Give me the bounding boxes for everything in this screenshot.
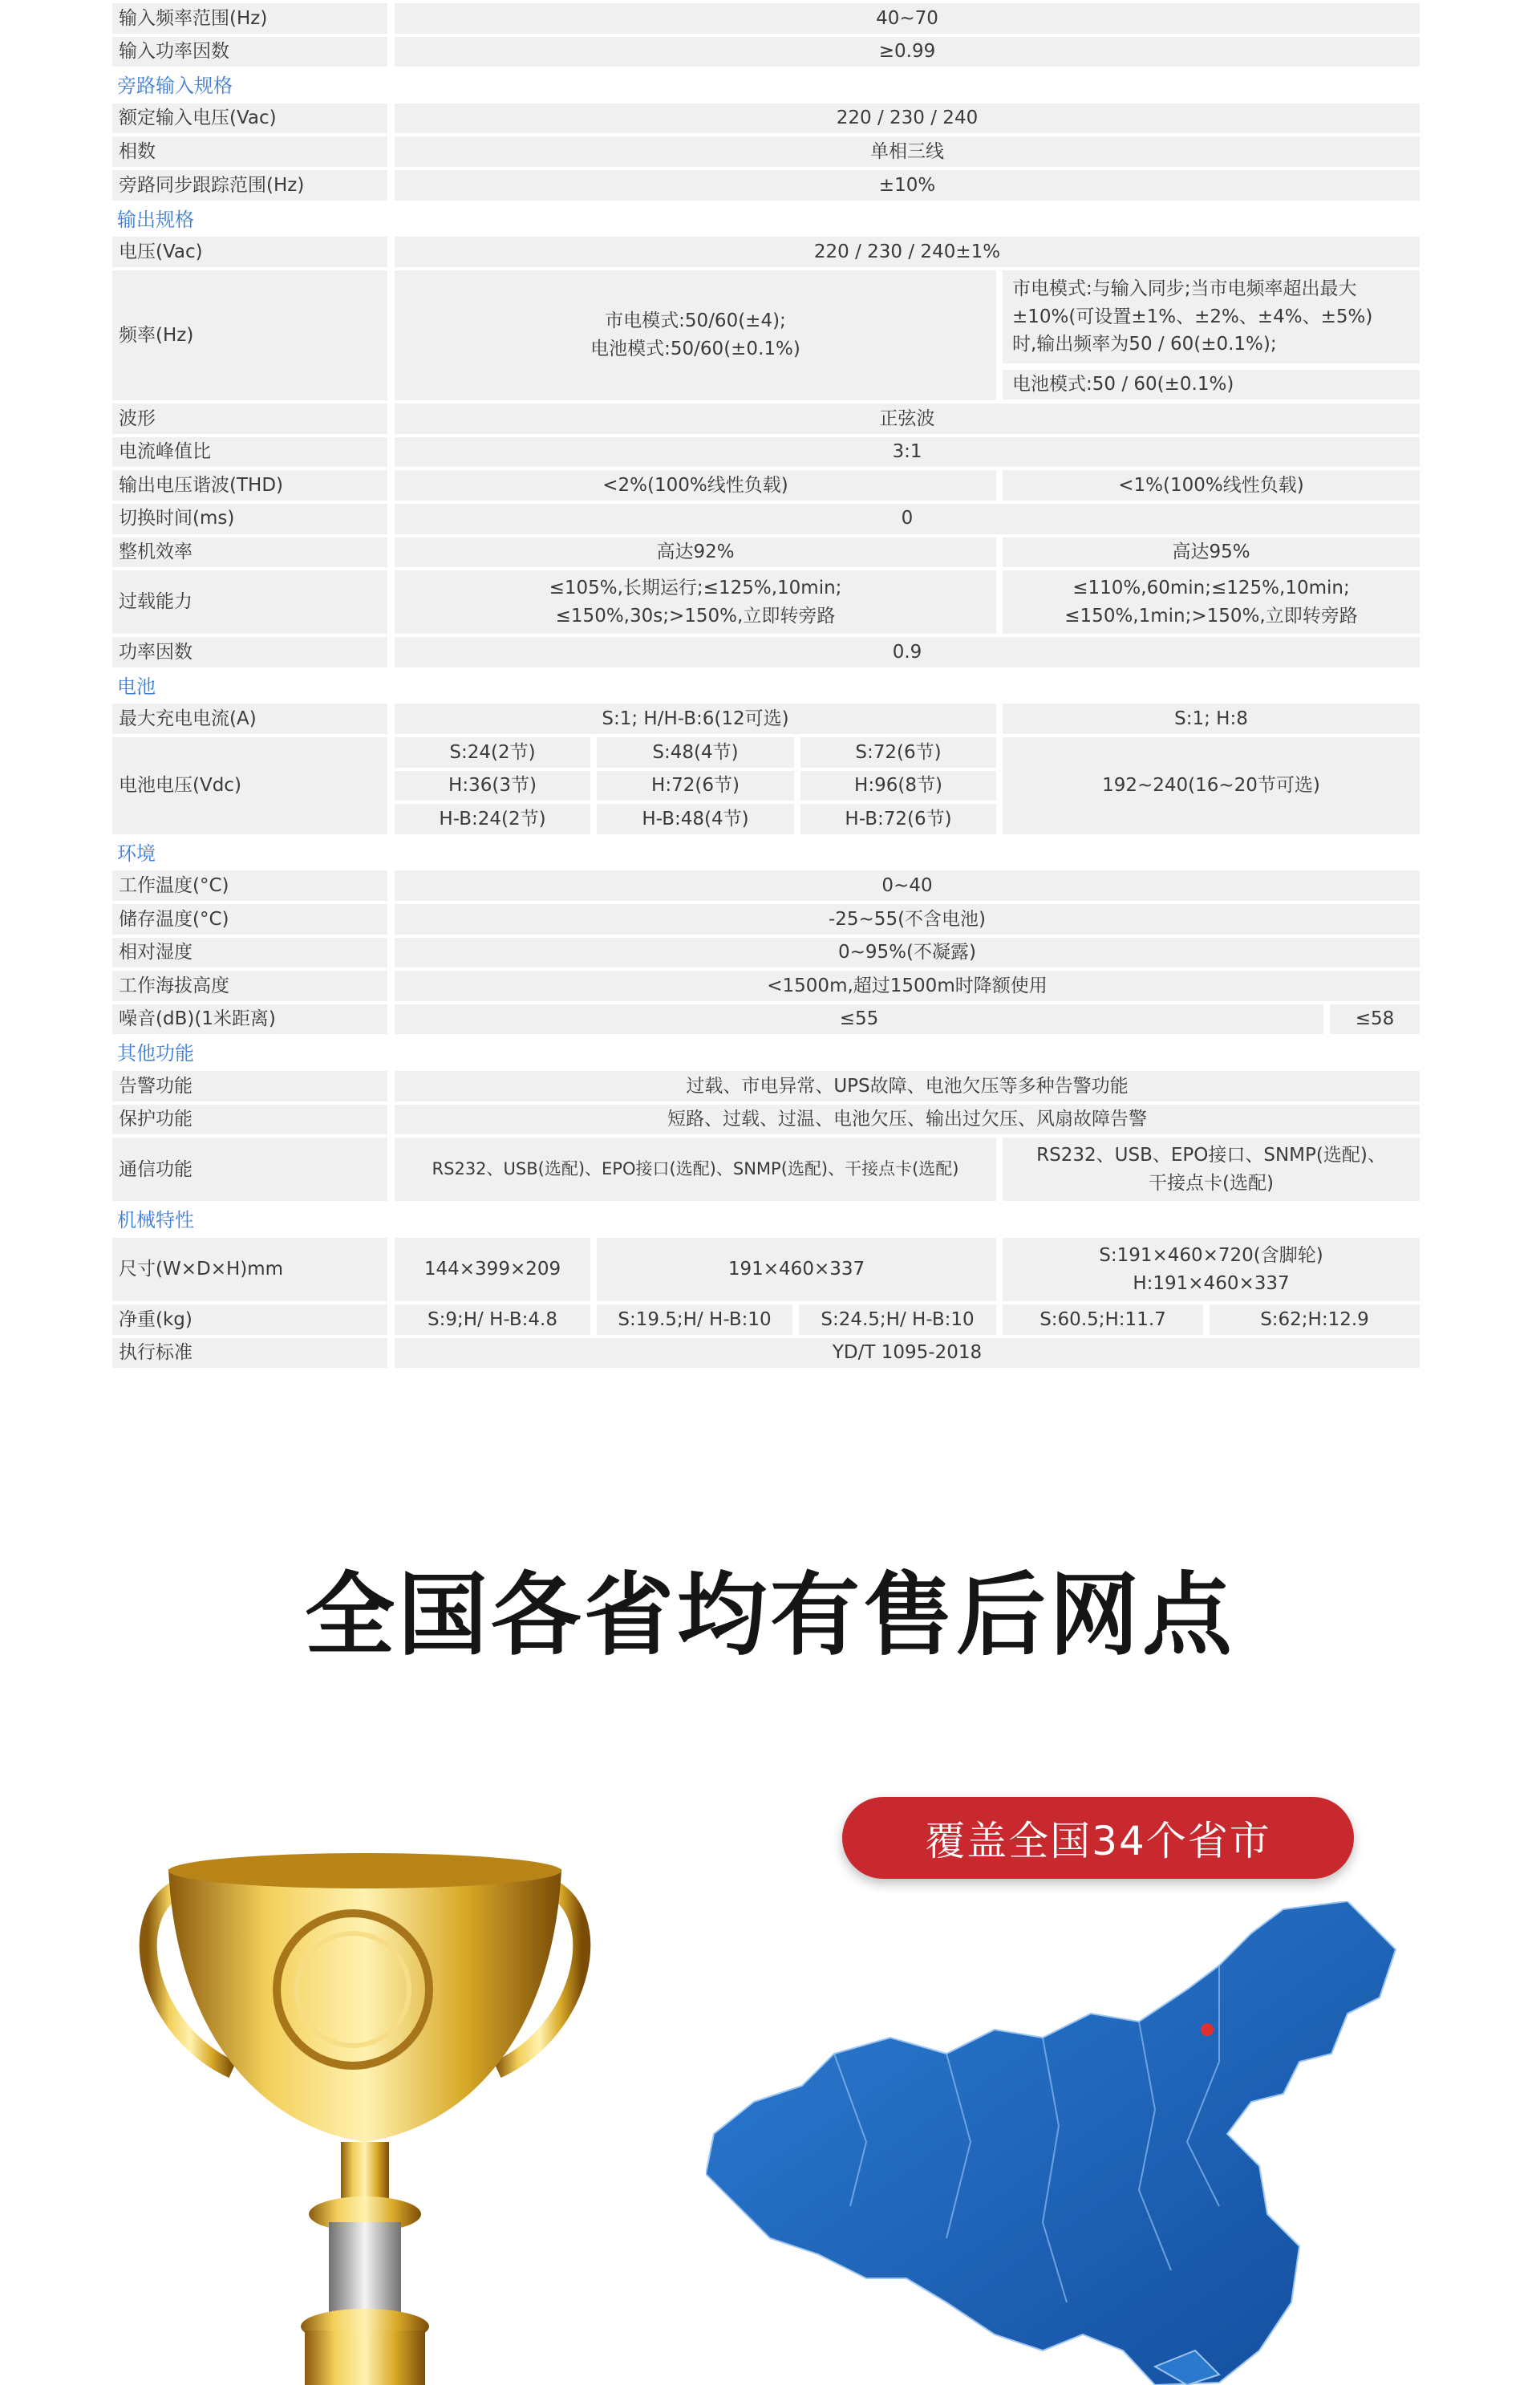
row-value <box>395 570 996 634</box>
table-row <box>112 570 1420 637</box>
grid-cell: H-B:48(4节) <box>597 804 794 834</box>
row-value <box>395 270 996 400</box>
table-row <box>112 270 1420 404</box>
table-row <box>112 136 1420 170</box>
section-title: 其他功能 <box>117 1042 194 1065</box>
value-line: ≤105%,长期运行;≤125%,10min; <box>549 578 842 599</box>
section-title: 输出规格 <box>117 208 194 231</box>
row-value: 短路、过载、过温、电池欠压、输出过欠压、风扇故障告警 <box>395 1105 1420 1135</box>
table-row <box>112 704 1420 737</box>
table-row <box>112 1338 1420 1372</box>
row-value: 220 / 230 / 240 <box>395 103 1420 134</box>
row-value: <1%(100%线性负载) <box>1003 470 1420 501</box>
value-cell <box>1003 270 1420 363</box>
spec-table <box>112 3 1420 1371</box>
grid-cell: H-B:72(6节) <box>800 804 996 834</box>
row-label: 告警功能 <box>112 1071 387 1101</box>
row-label: 电池电压(Vdc) <box>112 737 387 834</box>
row-label: 切换时间(ms) <box>112 504 387 534</box>
table-row <box>112 1304 1420 1338</box>
table-row <box>112 938 1420 971</box>
value-line: RS232、USB、EPO接口、SNMP(选配)、 <box>1036 1145 1386 1166</box>
value-line: 干接点卡(选配) <box>1149 1172 1274 1194</box>
row-label: 相对湿度 <box>112 938 387 968</box>
value-line: 电池模式:50/60(±0.1%) <box>590 338 800 359</box>
row-label: 尺寸(W×D×H)mm <box>112 1238 387 1301</box>
value-line: H:191×460×337 <box>1133 1272 1290 1294</box>
row-value <box>1003 1138 1420 1201</box>
row-value: 192~240(16~20节可选) <box>1003 737 1420 834</box>
row-label: 额定输入电压(Vac) <box>112 103 387 134</box>
row-value: S:60.5;H:11.7 <box>1003 1304 1203 1335</box>
value-line: ≤150%,1min;>150%,立即转旁路 <box>1064 605 1358 627</box>
row-value <box>1003 1238 1420 1301</box>
page-headline: 全国各省均有售后网点 <box>305 1564 1235 1668</box>
china-map <box>706 1901 1412 2385</box>
table-row <box>112 537 1420 571</box>
row-label: 电压(Vac) <box>112 237 387 267</box>
coverage-badge: 覆盖全国34个省市 <box>842 1797 1354 1879</box>
row-value: 0 <box>395 504 1420 534</box>
row-label: 净重(kg) <box>112 1304 387 1335</box>
row-value: ≤58 <box>1330 1004 1420 1035</box>
row-value: RS232、USB(选配)、EPO接口(选配)、SNMP(选配)、干接点卡(选配) <box>395 1138 996 1201</box>
row-label: 频率(Hz) <box>112 270 387 400</box>
table-row <box>112 1004 1420 1038</box>
row-label: 最大充电电流(A) <box>112 704 387 734</box>
grid-cell: S:24(2节) <box>395 737 590 768</box>
table-row <box>112 170 1420 204</box>
table-row <box>112 37 1420 71</box>
table-row <box>112 437 1420 471</box>
battery-voltage-grid <box>395 737 996 834</box>
grid-cell: H:36(3节) <box>395 771 590 801</box>
table-row <box>112 504 1420 537</box>
row-label: 通信功能 <box>112 1138 387 1201</box>
row-label: 相数 <box>112 136 387 167</box>
row-value: 正弦波 <box>395 404 1420 434</box>
table-row <box>112 737 1420 838</box>
row-value: S:62;H:12.9 <box>1210 1304 1420 1335</box>
value-cell: 电池模式:50 / 60(±0.1%) <box>1003 370 1420 400</box>
row-value-group <box>1003 270 1420 400</box>
row-label: 保护功能 <box>112 1105 387 1135</box>
row-value: <1500m,超过1500m时降额使用 <box>395 971 1420 1001</box>
row-label: 功率因数 <box>112 637 387 667</box>
section-title: 环境 <box>117 842 156 865</box>
value-line: S:191×460×720(含脚轮) <box>1099 1245 1323 1267</box>
table-row <box>112 1071 1420 1105</box>
row-value: S:1; H/H-B:6(12可选) <box>395 704 996 734</box>
row-value: S:24.5;H/ H-B:10 <box>799 1304 996 1335</box>
table-row <box>112 1238 1420 1304</box>
row-label: 输入频率范围(Hz) <box>112 3 387 34</box>
row-label: 波形 <box>112 404 387 434</box>
row-value <box>1003 570 1420 634</box>
row-label: 储存温度(°C) <box>112 904 387 935</box>
row-value: 144×399×209 <box>395 1238 590 1301</box>
section-title: 旁路输入规格 <box>117 75 233 98</box>
row-label: 旁路同步跟踪范围(Hz) <box>112 170 387 201</box>
section-title: 机械特性 <box>117 1209 194 1232</box>
grid-cell: H-B:24(2节) <box>395 804 590 834</box>
row-value: YD/T 1095-2018 <box>395 1338 1420 1369</box>
row-label: 输出电压谐波(THD) <box>112 470 387 501</box>
row-value: S:19.5;H/ H-B:10 <box>597 1304 792 1335</box>
row-value: S:9;H/ H-B:4.8 <box>395 1304 590 1335</box>
row-value: 0.9 <box>395 637 1420 667</box>
row-value: -25~55(不含电池) <box>395 904 1420 935</box>
grid-cell: S:72(6节) <box>800 737 996 768</box>
table-row <box>112 103 1420 137</box>
table-row <box>112 971 1420 1004</box>
table-row <box>112 3 1420 37</box>
value-line: 市电模式:50/60(±4); <box>605 310 786 332</box>
row-value: 单相三线 <box>395 136 1420 167</box>
table-row <box>112 470 1420 504</box>
row-value: 0~40 <box>395 870 1420 901</box>
row-label: 工作海拔高度 <box>112 971 387 1001</box>
table-row <box>112 637 1420 671</box>
value-line: 时,输出频率为50 / 60(±0.1%); <box>1012 334 1277 355</box>
table-row <box>112 404 1420 437</box>
row-value: 高达92% <box>395 537 996 568</box>
row-value: 220 / 230 / 240±1% <box>395 237 1420 267</box>
table-row <box>112 1105 1420 1138</box>
grid-cell: H:72(6节) <box>597 771 794 801</box>
row-label: 电流峰值比 <box>112 437 387 468</box>
row-value: S:1; H:8 <box>1003 704 1420 734</box>
row-label: 整机效率 <box>112 537 387 568</box>
row-value: 191×460×337 <box>597 1238 996 1301</box>
row-label: 工作温度(°C) <box>112 870 387 901</box>
section-title: 电池 <box>117 675 156 698</box>
row-label: 执行标准 <box>112 1338 387 1369</box>
gold-trophy-icon <box>136 1765 594 2385</box>
row-label: 噪音(dB)(1米距离) <box>112 1004 387 1035</box>
table-row <box>112 870 1420 904</box>
table-row <box>112 237 1420 270</box>
row-value: ±10% <box>395 170 1420 201</box>
row-value: 40~70 <box>395 3 1420 34</box>
row-value: 3:1 <box>395 437 1420 468</box>
row-value: ≤55 <box>395 1004 1323 1035</box>
grid-cell: H:96(8节) <box>800 771 996 801</box>
row-label: 输入功率因数 <box>112 37 387 67</box>
row-value: 0~95%(不凝露) <box>395 938 1420 968</box>
value-line: ≤110%,60min;≤125%,10min; <box>1072 578 1350 599</box>
table-row <box>112 904 1420 938</box>
row-label: 过载能力 <box>112 570 387 634</box>
value-line: ≤150%,30s;>150%,立即转旁路 <box>555 605 836 627</box>
table-row <box>112 1138 1420 1204</box>
row-value: ≥0.99 <box>395 37 1420 67</box>
value-line: 市电模式:与输入同步;当市电频率超出最大 <box>1012 278 1357 299</box>
row-value: 过载、市电异常、UPS故障、电池欠压等多种告警功能 <box>395 1071 1420 1101</box>
value-line: ±10%(可设置±1%、±2%、±4%、±5%) <box>1012 306 1373 327</box>
grid-cell: S:48(4节) <box>597 737 794 768</box>
row-value: 高达95% <box>1003 537 1420 568</box>
row-value: <2%(100%线性负载) <box>395 470 996 501</box>
